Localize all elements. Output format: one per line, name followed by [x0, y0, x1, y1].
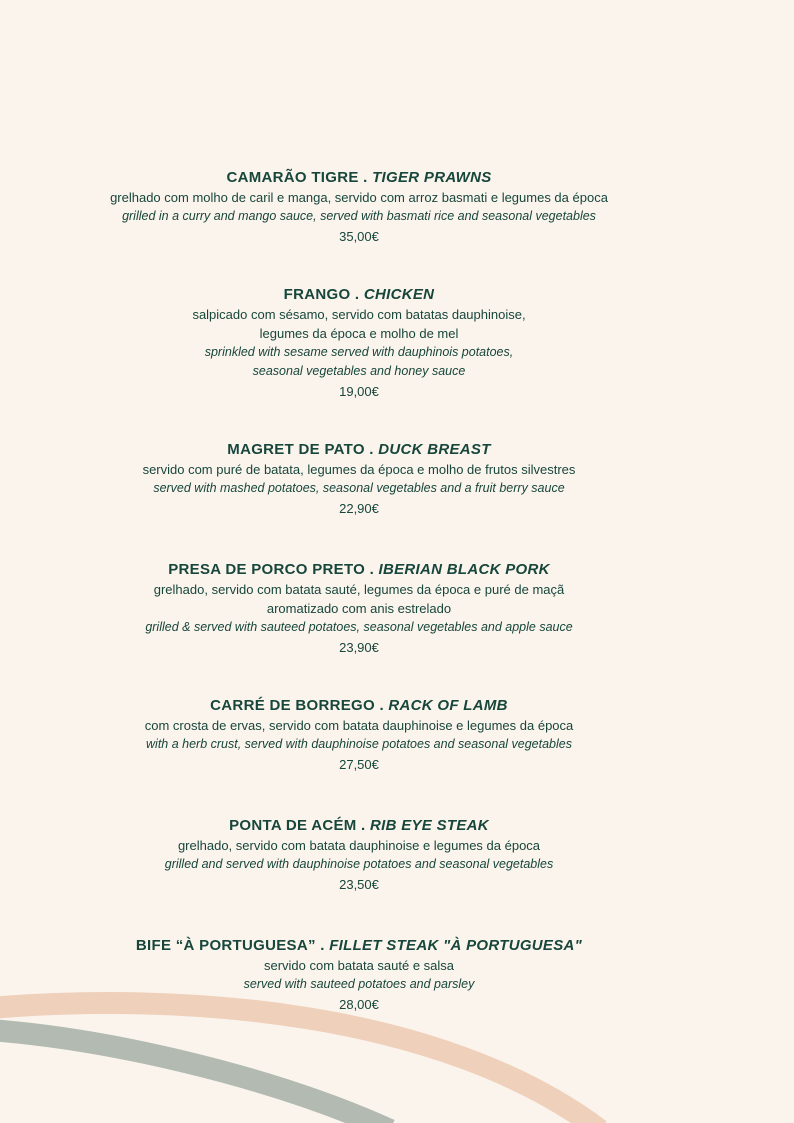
description-pt: servido com batata sauté e salsa	[263, 958, 455, 973]
price: 23,50€	[339, 877, 379, 892]
dish-name-en: RACK OF LAMB	[388, 697, 508, 714]
dish-name-pt: BIFE “À PORTUGUESA” .	[135, 937, 330, 954]
description-pt: grelhado com molho de caril e manga, servido com arroz basmati e legumes da época	[110, 190, 608, 205]
price: 35,00€	[339, 229, 379, 244]
dish-name-en: TIGER PRAWNS	[372, 169, 492, 186]
price: 22,90€	[339, 501, 379, 516]
description-en: sprinkled with sesame served with dauphinois potatoes,	[204, 345, 514, 359]
description-pt: grelhado, servido com batata sauté, legumes da época e puré de maçã	[153, 582, 565, 597]
dish-name-en: RIB EYE STEAK	[370, 817, 489, 834]
dish-rib-eye-steak	[0, 816, 718, 895]
price: 19,00€	[339, 384, 379, 399]
description-pt: com crosta de ervas, servido com batata dauphinoise e legumes da época	[144, 718, 574, 733]
dish-title	[0, 560, 718, 580]
description-en: served with sauteed potatoes and parsley	[243, 977, 475, 991]
dish-name-pt: CARRÉ DE BORREGO .	[210, 697, 389, 714]
dish-name-en: DUCK BREAST	[378, 441, 491, 458]
peach-arc	[0, 1003, 600, 1123]
dish-name-en: CHICKEN	[363, 286, 435, 303]
price: 28,00€	[339, 997, 379, 1012]
dish-name-pt: MAGRET DE PATO .	[227, 441, 379, 458]
description-en: seasonal vegetables and honey sauce	[252, 364, 466, 378]
dish-name-pt: PONTA DE ACÉM .	[229, 817, 370, 834]
description-en: with a herb crust, served with dauphinoise potatoes and seasonal vegetables	[146, 737, 572, 751]
description-en: grilled and served with dauphinoise potatoes and seasonal vegetables	[164, 857, 554, 871]
description-pt: servido com puré de batata, legumes da época e molho de frutos silvestres	[142, 462, 576, 477]
dish-fillet-steak	[0, 936, 718, 1015]
dish-tiger-prawns	[0, 168, 718, 247]
description-pt: legumes da época e molho de mel	[259, 326, 459, 341]
dish-iberian-black-pork	[0, 560, 718, 658]
description-pt: salpicado com sésamo, servido com batatas dauphinoise,	[192, 307, 526, 322]
dish-name-pt: CAMARÃO TIGRE .	[226, 169, 373, 186]
dish-title	[0, 440, 718, 460]
dish-name-en: FILLET STEAK "À PORTUGUESA"	[329, 937, 583, 954]
dish-title	[0, 816, 718, 836]
dish-title	[0, 285, 718, 305]
dish-name-en: IBERIAN BLACK PORK	[378, 561, 550, 578]
dish-rack-of-lamb	[0, 696, 718, 775]
dish-chicken	[0, 285, 718, 402]
description-en: served with mashed potatoes, seasonal vegetables and a fruit berry sauce	[153, 481, 565, 495]
grey-arc	[0, 1030, 390, 1123]
price: 27,50€	[339, 757, 379, 772]
dish-name-pt: PRESA DE PORCO PRETO .	[168, 561, 379, 578]
dish-duck-breast	[0, 440, 718, 519]
price: 23,90€	[339, 640, 379, 655]
dish-name-pt: FRANGO .	[283, 286, 364, 303]
dish-title	[0, 696, 718, 716]
dish-title	[0, 168, 718, 188]
description-en: grilled & served with sauteed potatoes, seasonal vegetables and apple sauce	[145, 620, 573, 634]
description-en: grilled in a curry and mango sauce, served with basmati rice and seasonal vegetables	[122, 209, 596, 223]
description-pt: grelhado, servido com batata dauphinoise e legumes da época	[177, 838, 541, 853]
dish-title	[0, 936, 718, 956]
description-pt: aromatizado com anis estrelado	[266, 601, 452, 616]
